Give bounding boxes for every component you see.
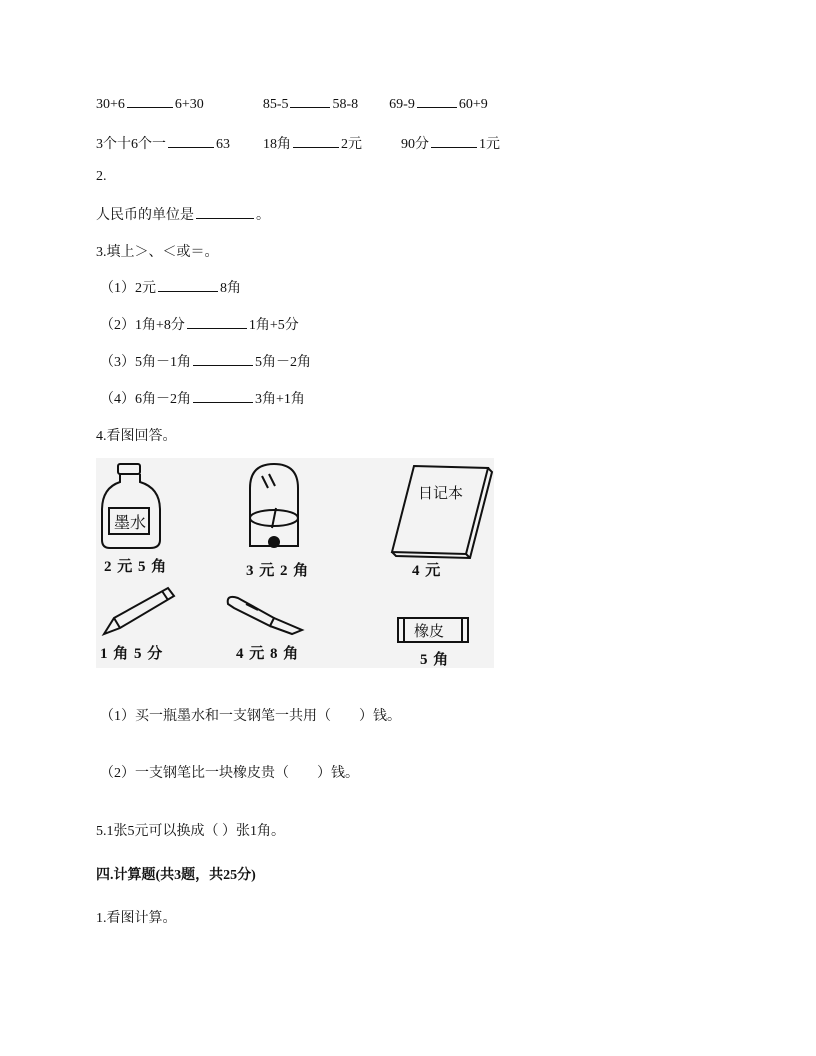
answer-blank[interactable] — [187, 327, 247, 329]
answer-blank[interactable] — [290, 106, 330, 108]
pencil-icon — [104, 588, 174, 634]
item-right: 1角+5分 — [248, 318, 299, 333]
compare-1-right: 6+30 — [174, 97, 204, 112]
eraser-price: 5 角 — [420, 652, 450, 668]
item-right: 3角+1角 — [255, 392, 305, 407]
item-left: 1角+8分 — [135, 318, 185, 333]
compare-2-right: 58-8 — [332, 97, 359, 112]
q4-sub-1: （1）买一瓶墨水和一支钢笔一共用（ ）钱。 — [100, 709, 401, 724]
item-right: 5角－2角 — [255, 355, 311, 370]
calc-1: 1.看图计算。 — [96, 911, 177, 926]
compare-2-left: 85-5 — [262, 97, 289, 112]
item-right: 8角 — [220, 281, 241, 296]
q3-item-1 — [100, 277, 241, 297]
q3-item-2 — [100, 314, 299, 334]
compare-6-right: 1元 — [479, 137, 500, 152]
answer-blank[interactable] — [196, 217, 254, 219]
ink-label: 墨水 — [114, 513, 147, 532]
q2-question — [96, 204, 270, 224]
compare-row-1 — [96, 97, 488, 113]
pencil-price: 1 角 5 分 — [100, 646, 164, 662]
compare-5-left: 18角 — [263, 137, 291, 152]
q3-item-4 — [100, 388, 305, 408]
compare-5-right: 2元 — [341, 137, 362, 152]
q4-sub-2: （2）一支钢笔比一块橡皮贵（ ）钱。 — [100, 766, 359, 781]
item-number: （4） — [100, 392, 135, 407]
sharpener-price: 3 元 2 角 — [246, 563, 310, 579]
compare-6-left: 90分 — [401, 137, 429, 152]
compare-3-right: 60+9 — [458, 97, 488, 112]
price-illustration — [96, 458, 494, 668]
notebook-price: 4 元 — [412, 563, 442, 579]
answer-blank[interactable] — [417, 106, 457, 108]
compare-3-left: 69-9 — [389, 97, 415, 112]
q3-title: 3.填上＞、＜或＝。 — [96, 245, 219, 260]
answer-blank[interactable] — [293, 146, 339, 148]
answer-blank[interactable] — [193, 401, 253, 403]
answer-blank[interactable] — [158, 290, 218, 292]
item-left: 5角－1角 — [135, 355, 191, 370]
q2-end: 。 — [256, 208, 270, 223]
ink-price: 2 元 5 角 — [104, 559, 168, 575]
eraser-label: 橡皮 — [414, 622, 445, 640]
q3-item-3 — [100, 351, 311, 371]
q2-number: 2. — [96, 169, 107, 184]
item-number: （2） — [100, 318, 135, 333]
item-left: 6角－2角 — [135, 392, 191, 407]
sharpener-icon — [250, 464, 298, 547]
answer-blank[interactable] — [193, 364, 253, 366]
compare-4-right: 63 — [216, 137, 230, 152]
ink-bottle-icon — [102, 464, 160, 548]
compare-4-left: 3个十6个一 — [96, 137, 166, 152]
fountain-pen-icon — [228, 597, 302, 634]
pen-price: 4 元 8 角 — [236, 646, 300, 662]
section-4-title: 四.计算题(共3题，共25分) — [96, 868, 256, 883]
q5-question: 5.1张5元可以换成（ ）张1角。 — [96, 824, 285, 839]
item-left: 2元 — [135, 281, 156, 296]
q4-title: 4.看图回答。 — [96, 429, 177, 444]
notebook-label: 日记本 — [418, 484, 464, 502]
answer-blank[interactable] — [168, 146, 214, 148]
compare-1-left: 30+6 — [96, 97, 125, 112]
item-number: （1） — [100, 281, 135, 296]
q2-text: 人民币的单位是 — [96, 208, 194, 223]
answer-blank[interactable] — [127, 106, 173, 108]
item-number: （3） — [100, 355, 135, 370]
compare-row-2 — [96, 133, 500, 153]
notebook-icon — [392, 466, 492, 558]
answer-blank[interactable] — [431, 146, 477, 148]
